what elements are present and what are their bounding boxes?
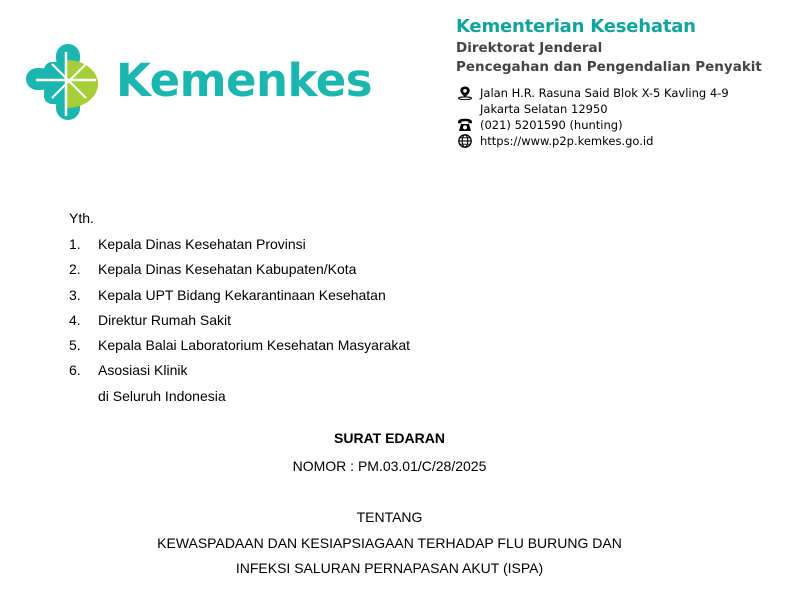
phone-row <box>457 117 787 133</box>
document-number: NOMOR : PM.03.01/C/28/2025 <box>292 458 487 474</box>
list-item-text: Direktur Rumah Sakit <box>98 311 232 328</box>
recipient-region: di Seluruh Indonesia <box>98 388 226 404</box>
subject-line-1: KEWASPADAAN DAN KESIAPSIAGAAN TERHADAP FLU BURUNG DAN <box>157 535 622 551</box>
address-row <box>457 85 787 101</box>
address-line-1: Jalan H.R. Rasuna Said Blok X-5 Kavling 4-9 <box>480 86 729 100</box>
directorate-line: Direktorat Jenderal <box>456 40 603 56</box>
list-item-text: Kepala UPT Bidang Kekarantinaan Kesehatan <box>98 286 386 303</box>
directorate-name: Pencegahan dan Pengendalian Penyakit <box>456 59 762 75</box>
website-link[interactable]: https://www.p2p.kemkes.go.id <box>480 134 654 148</box>
list-item-number: 6. <box>69 362 81 379</box>
list-item-number: 3. <box>69 286 81 303</box>
list-item-text: Asosiasi Klinik <box>98 362 188 379</box>
website-row <box>457 133 787 149</box>
subject-line-2: INFEKSI SALURAN PERNAPASAN AKUT (ISPA) <box>235 560 544 576</box>
organisation-name: Kementerian Kesehatan <box>456 16 696 37</box>
list-item-text: Kepala Dinas Kesehatan Provinsi <box>98 236 306 252</box>
salutation: Yth. <box>69 210 94 226</box>
document-type-heading: SURAT EDARAN <box>334 430 445 446</box>
list-item-number: 5. <box>69 337 81 354</box>
address-row-2 <box>457 101 787 117</box>
list-item-number: 2. <box>69 261 81 278</box>
list-item-text: Kepala Balai Laboratorium Kesehatan Masyarakat <box>98 337 411 354</box>
globe-icon <box>457 134 473 148</box>
kemenkes-logo <box>26 44 373 124</box>
address-line-2: Jakarta Selatan 12950 <box>480 102 608 116</box>
map-pin-icon <box>457 86 473 100</box>
contact-block <box>457 85 787 149</box>
logo-wordmark: Kemenkes <box>116 54 373 107</box>
telephone-icon <box>457 118 473 132</box>
kemenkes-emblem-icon <box>26 44 106 124</box>
list-item-number: 1. <box>69 236 81 252</box>
phone-number: (021) 5201590 (hunting) <box>480 118 623 132</box>
list-item-number: 4. <box>69 311 81 328</box>
list-item-text: Kepala Dinas Kesehatan Kabupaten/Kota <box>98 261 357 278</box>
about-heading: TENTANG <box>356 509 423 525</box>
organisation-block <box>456 15 786 77</box>
